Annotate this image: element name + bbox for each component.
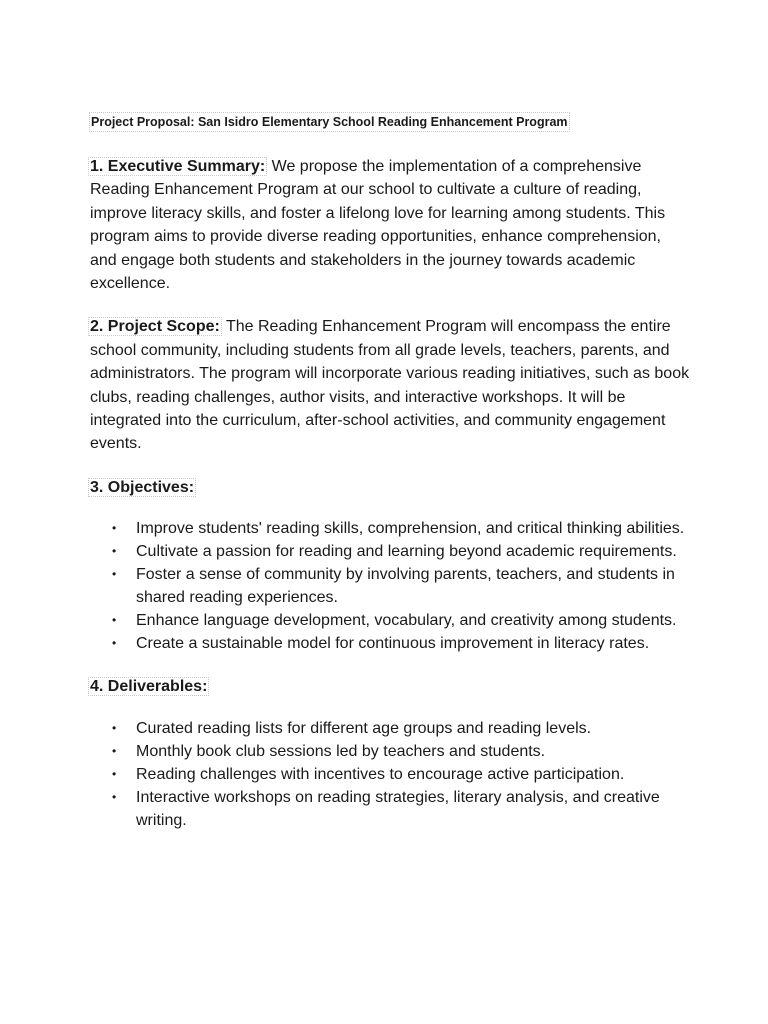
list-item-text: Interactive workshops on reading strategies, literary analysis, and creative writing. [136,788,660,829]
document-page [90,112,690,832]
section-objectives [90,476,690,655]
bullet-icon: • [112,544,117,559]
bullet-icon: • [112,613,117,628]
section-paragraph [90,155,690,295]
bullet-icon: • [112,521,117,536]
list-item [90,540,690,563]
list-item-text: Curated reading lists for different age groups and reading levels. [136,719,592,737]
bullet-icon: • [112,789,117,804]
bullet-icon: • [112,743,117,758]
section-body: The Reading Enhancement Program will encompass the entire school community, including students from all grade levels, teachers, parents, and administrators. The program will incorporate various reading initiatives, such as book clubs, reading challenges, author visits, and interactive workshops. It will be integrated into the curriculum, after-school activities, and community engagement events. [90,318,690,453]
list-item [90,717,690,740]
section-paragraph [90,476,690,499]
list-item [90,563,690,609]
section-heading: 4. Deliverables: [90,678,208,696]
document-title: Project Proposal: San Isidro Elementary School Reading Enhancement Program [89,112,570,132]
list-item-text: Enhance language development, vocabulary, and creativity among students. [136,612,677,630]
objectives-list [90,517,690,655]
list-item [90,740,690,763]
section-paragraph [90,315,690,455]
list-item-text: Create a sustainable model for continuous improvement in literacy rates. [136,635,650,653]
section-heading: 3. Objectives: [90,478,195,496]
list-item [90,786,690,832]
section-executive-summary [90,155,690,295]
list-item-text: Foster a sense of community by involving parents, teachers, and students in shared reading experiences. [136,566,675,607]
section-heading: 2. Project Scope: [90,318,220,336]
bullet-icon: • [112,720,117,735]
section-paragraph [90,675,690,698]
section-deliverables [90,675,690,831]
section-project-scope [90,315,690,455]
list-item [90,609,690,632]
list-item-text: Cultivate a passion for reading and learning beyond academic requirements. [136,543,677,561]
list-item [90,517,690,540]
list-item [90,632,690,655]
bullet-icon: • [112,636,117,651]
list-item-text: Monthly book club sessions led by teachers and students. [136,742,546,760]
list-item-text: Reading challenges with incentives to encourage active participation. [136,765,625,783]
section-body: We propose the implementation of a comprehensive Reading Enhancement Program at our school to cultivate a culture of reading, improve literacy skills, and foster a lifelong love for learning among students. This program aims to provide diverse reading opportunities, enhance comprehension, and engage both students and stakeholders in the journey towards academic excellence. [90,158,666,293]
bullet-icon: • [112,766,117,781]
list-item [90,763,690,786]
section-heading: 1. Executive Summary: [90,158,266,175]
list-item-text: Improve students' reading skills, comprehension, and critical thinking abilities. [136,520,685,538]
bullet-icon: • [112,567,117,582]
deliverables-list [90,717,690,832]
